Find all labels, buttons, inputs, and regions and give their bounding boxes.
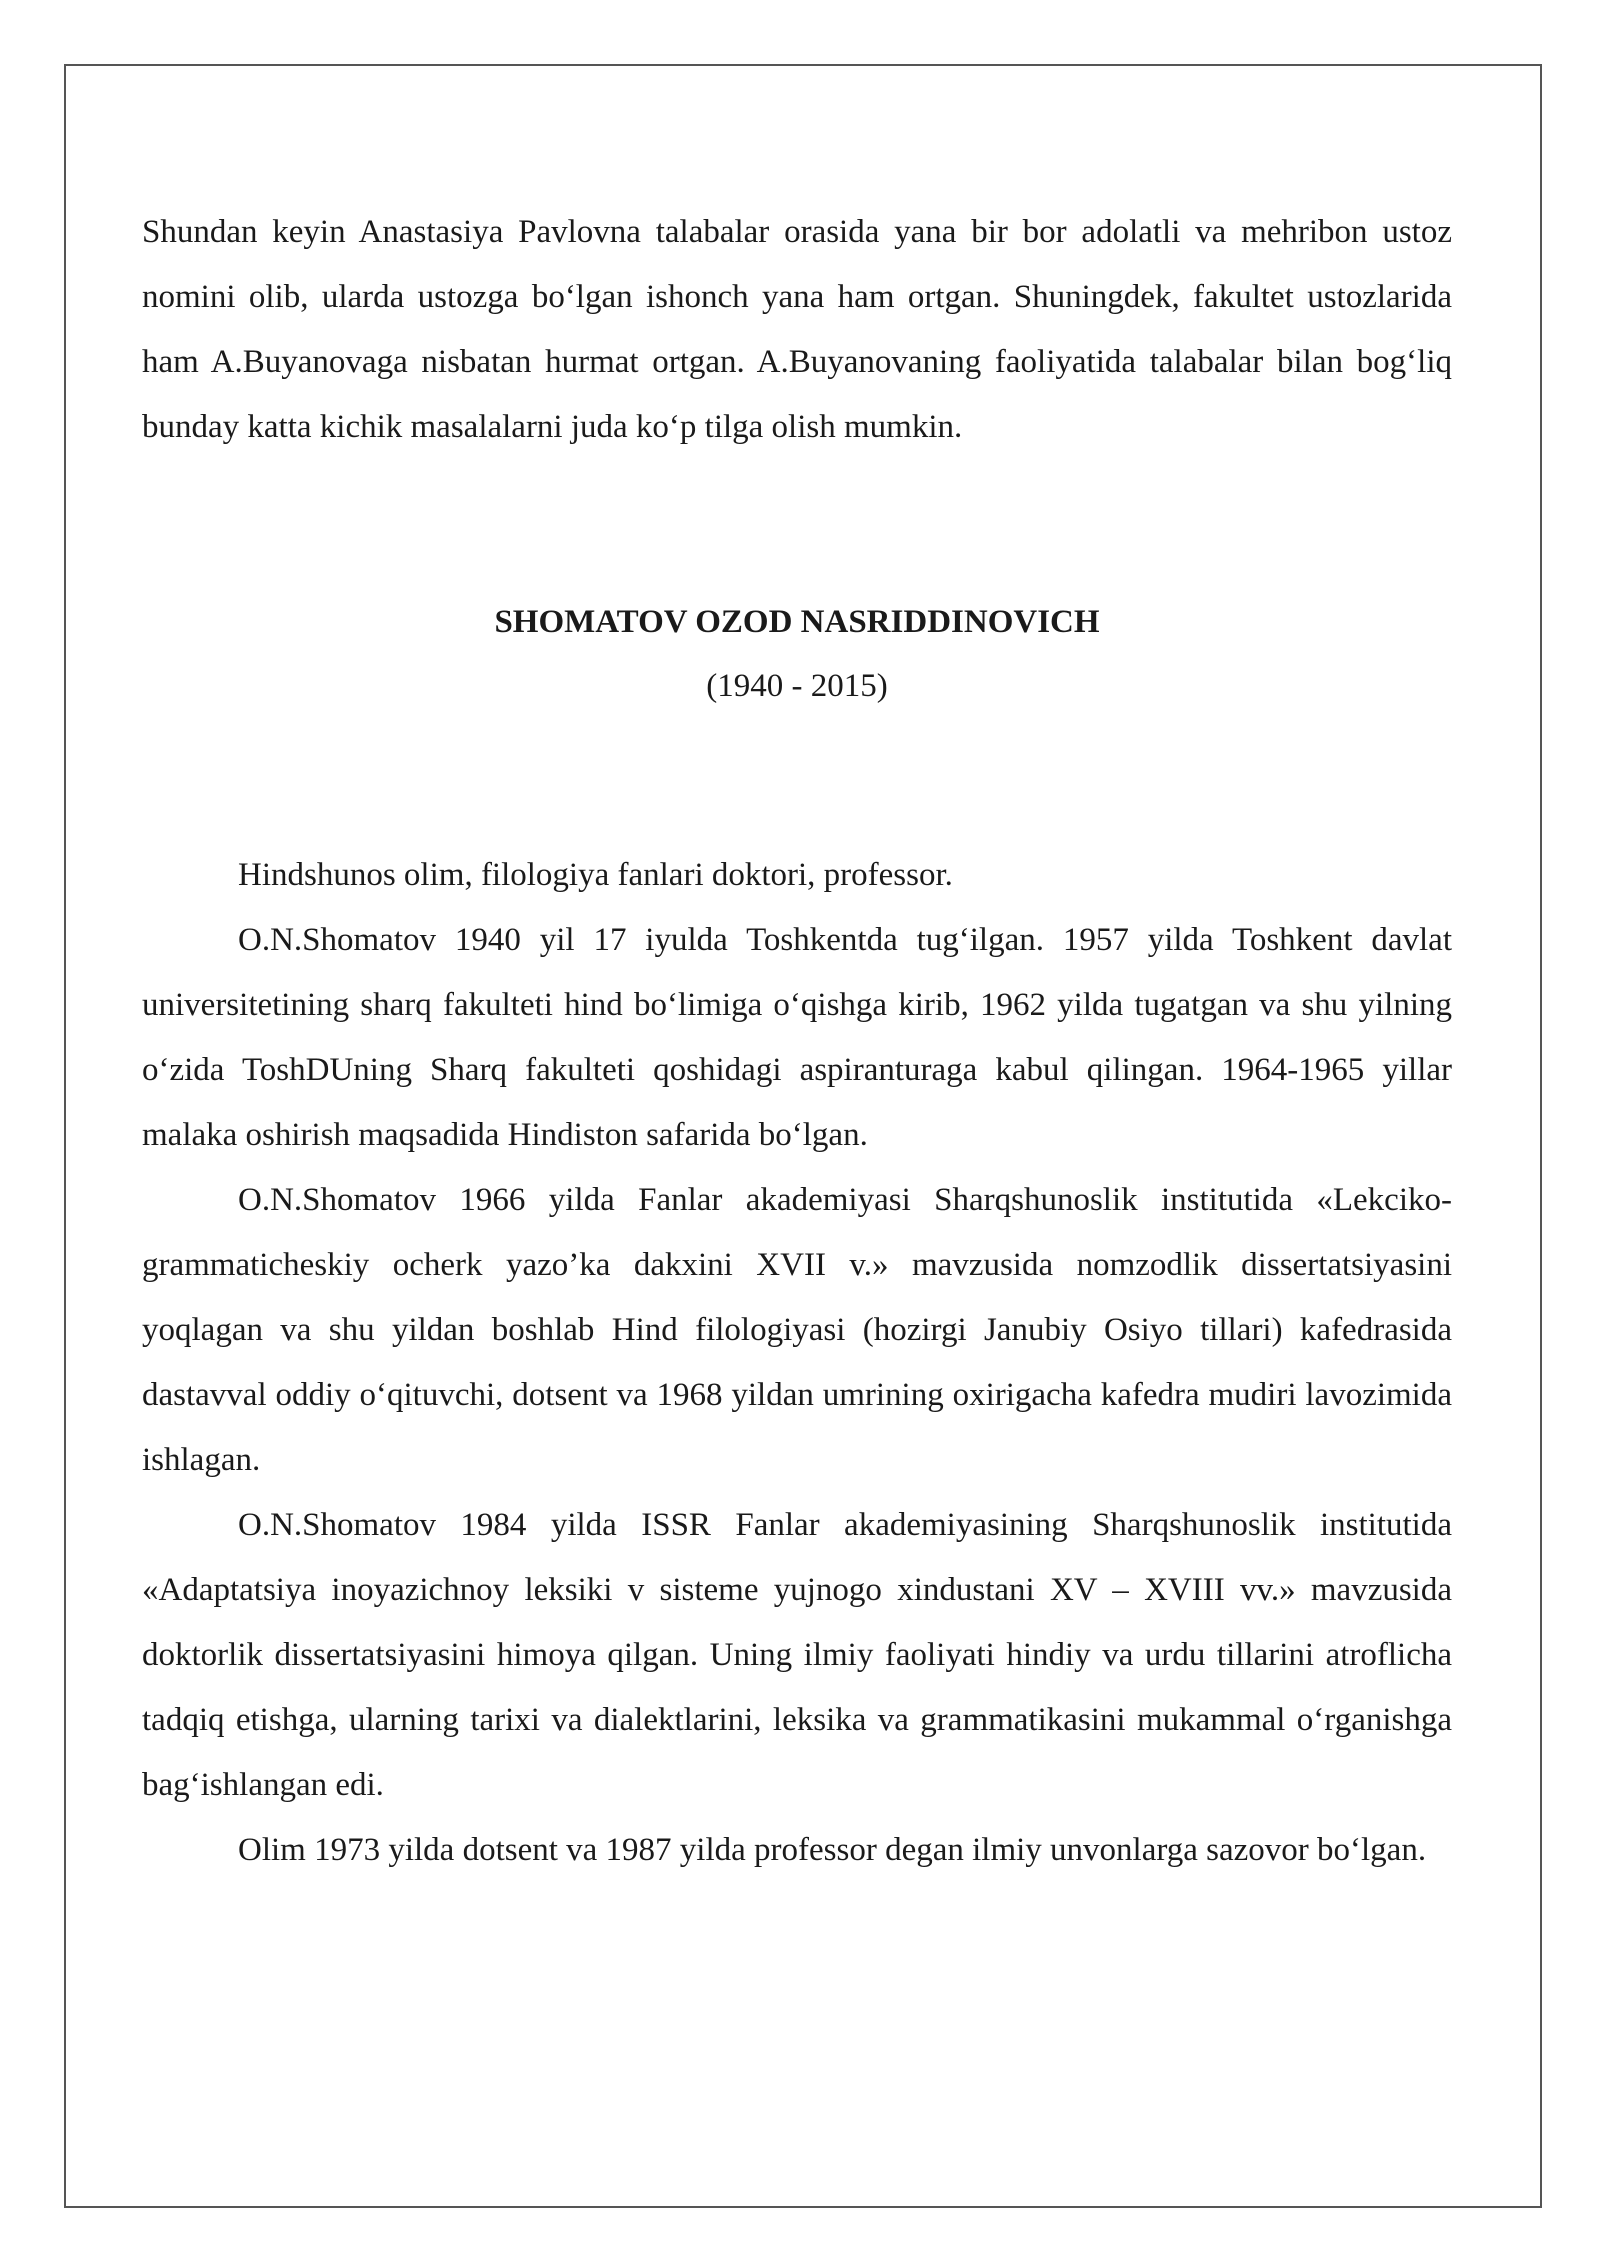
body-paragraph: Hindshunos olim, filologiya fanlari doktori, professor. [238, 857, 953, 893]
section-title: SHOMATOV OZOD NASRIDDINOVICH [494, 604, 1100, 640]
intro-paragraph: Shundan keyin Anastasiya Pavlovna talabalar orasida yana bir bor adolatli va mehribon ustoz nomini olib, ularda ustozga bo‘lgan ishonch yana ham ortgan. Shuningdek, fakultet ustozlarida ham A.Buyanovaga nisbatan hurmat ortgan. A.Buyanovaning faoliyatida talabalar bilan bog‘liq bunday katta kichik masalalarni juda ko‘p tilga olish mumkin. [142, 214, 1452, 445]
document-body [142, 200, 1452, 1883]
section-years: (1940 - 2015) [706, 668, 888, 704]
body-paragraph: O.N.Shomatov 1984 yilda ISSR Fanlar akademiyasining Sharqshunoslik institutida «Adaptatsiya inoyazichnoy leksiki v sisteme yujnogo xindustani XV – XVIII vv.» mavzusida doktorlik dissertatsiyasini himoya qilgan. Uning ilmiy faoliyati hindiy va urdu tillarini atroflicha tadqiq etishga, ularning tarixi va dialektlarini, leksika va grammatikasini mukammal o‘rganishga bag‘ishlangan edi. [142, 1507, 1452, 1803]
body-paragraph: O.N.Shomatov 1966 yilda Fanlar akademiyasi Sharqshunoslik institutida «Lekciko-grammaticheskiy ocherk yazo’ka dakxini XVII v.» mavzusida nomzodlik dissertatsiyasini yoqlagan va shu yildan boshlab Hind filologiyasi (hozirgi Janubiy Osiyo tillari) kafedrasida dastavval oddiy o‘qituvchi, dotsent va 1968 yildan umrining oxirigacha kafedra mudiri lavozimida ishlagan. [142, 1182, 1452, 1478]
body-paragraph: Olim 1973 yilda dotsent va 1987 yilda professor degan ilmiy unvonlarga sazovor bo‘lgan. [238, 1832, 1427, 1868]
body-paragraph: O.N.Shomatov 1940 yil 17 iyulda Toshkentda tug‘ilgan. 1957 yilda Toshkent davlat universitetining sharq fakulteti hind bo‘limiga o‘qishga kirib, 1962 yilda tugatgan va shu yilning o‘zida ToshDUning Sharq fakulteti qoshidagi aspiranturaga kabul qilingan. 1964-1965 yillar malaka oshirish maqsadida Hindiston safarida bo‘lgan. [142, 922, 1452, 1153]
